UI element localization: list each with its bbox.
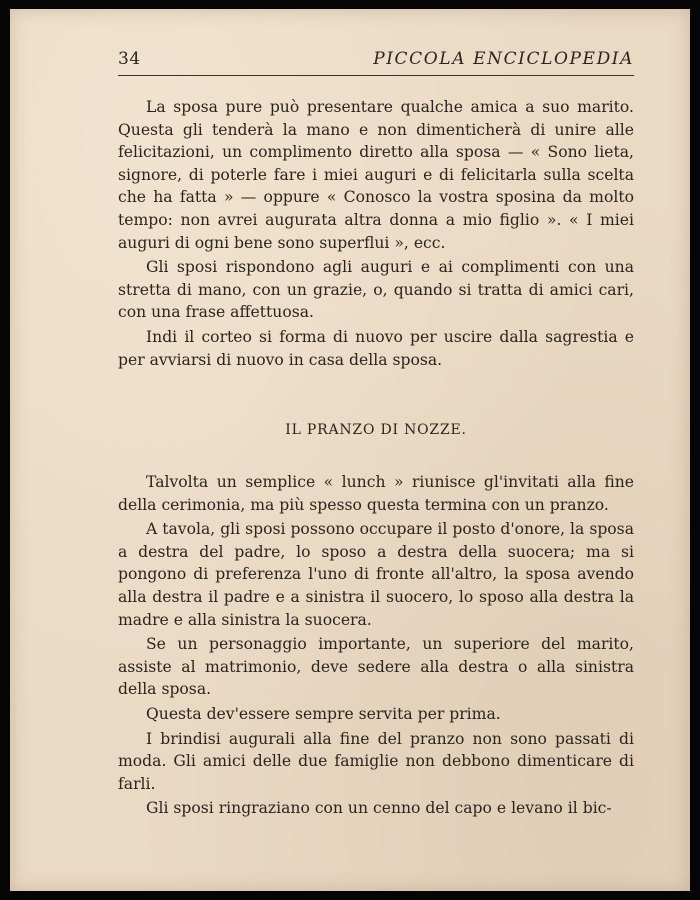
- paragraph: La sposa pure può presentare qualche amica a suo marito. Questa gli tenderà la mano e non dimenticherà di unire alle felicitazioni, un complimento diretto alla sposa — « Sono lieta, signore, di poterle fare i miei auguri e di felicitarla sulla scelta che ha fatta » — oppure « Conosco la vostra sposina da molto tempo: non avrei augurata altra donna a mio figlio ». « I miei auguri di ogni bene sono superflui », ecc.: [118, 98, 634, 252]
- paragraph: A tavola, gli sposi possono occupare il posto d'onore, la sposa a destra del padre, lo sposo a destra della suocera; ma si pongono di preferenza l'uno di fronte all'altro, la sposa avendo alla destra il padre e a sinistra il suocero, lo sposo alla destra la madre e alla sinistra la suocera.: [118, 520, 634, 629]
- paragraph: I brindisi augurali alla fine del pranzo non sono passati di moda. Gli amici delle due famiglie non debbono dimenticare di farli.: [118, 729, 634, 793]
- running-head: [118, 49, 634, 79]
- book-page: [10, 9, 690, 891]
- paragraph: Gli sposi ringraziano con un cenno del capo e levano il bic-: [146, 799, 612, 818]
- header-rule: [118, 75, 634, 76]
- text-block-top: [118, 96, 634, 373]
- page-number: 34: [118, 49, 141, 69]
- text-block-bottom: [118, 471, 634, 822]
- paragraph: Talvolta un semplice « lunch » riunisce gl'invitati alla fine della cerimonia, ma più spesso questa termina con un pranzo.: [118, 473, 634, 514]
- paragraph: Gli sposi rispondono agli auguri e ai complimenti con una stretta di mano, con un grazie, o, quando si tratta di amici cari, con una frase affettuosa.: [118, 258, 634, 322]
- paragraph: Se un personaggio importante, un superiore del marito, assiste al matrimonio, deve sedere alla destra o alla sinistra della sposa.: [118, 635, 634, 699]
- paragraph: Indi il corteo si forma di nuovo per uscire dalla sagrestia e per avviarsi di nuovo in casa della sposa.: [118, 327, 634, 369]
- paragraph: Questa dev'essere sempre servita per prima.: [146, 704, 501, 723]
- section-title: IL PRANZO DI NOZZE.: [285, 422, 467, 438]
- running-title: PICCOLA ENCICLOPEDIA: [373, 49, 634, 69]
